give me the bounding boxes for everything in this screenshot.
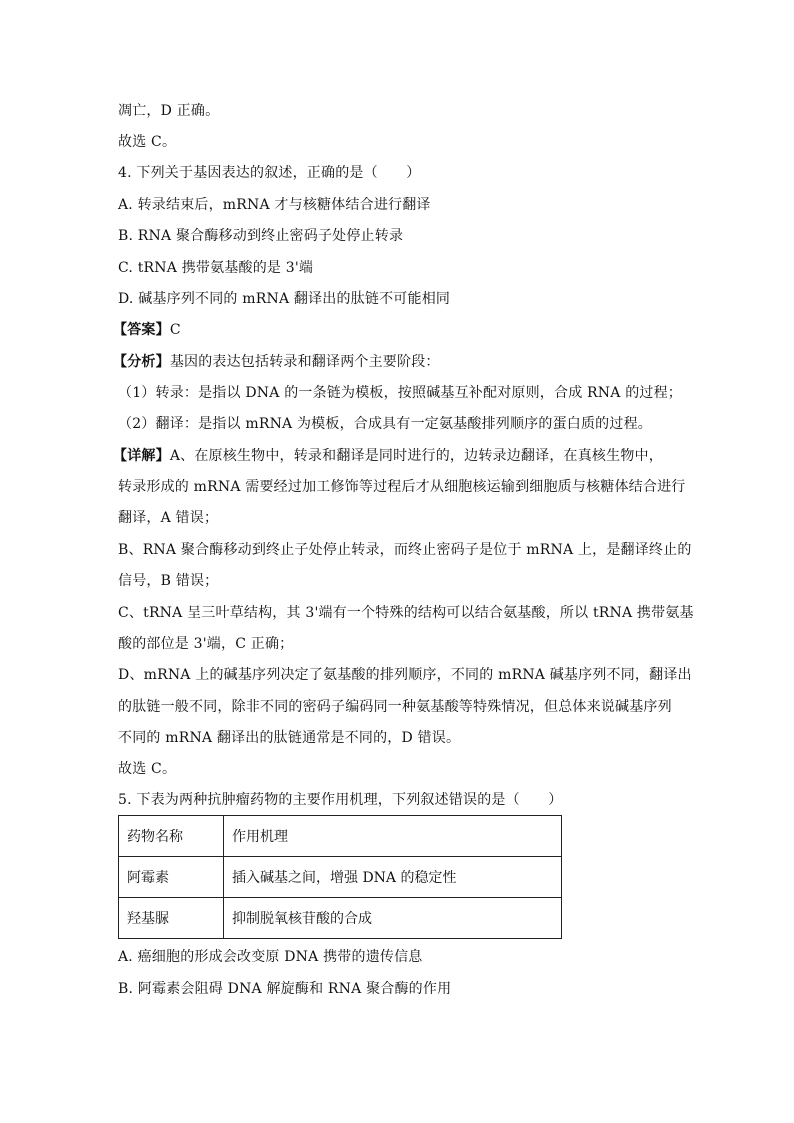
analysis-line: 【分析】基因的表达包括转录和翻译两个主要阶段： <box>113 354 440 370</box>
text-line: B、RNA 聚合酶移动到终止子处停止转录，而终止密码子是位于 mRNA 上，是翻译终止的 <box>118 542 692 558</box>
detail-line: 【详解】A、在原核生物中，转录和翻译是同时进行的，边转录边翻译，在真核生物中， <box>113 448 663 464</box>
text-line: 凋亡，D 正确。 <box>118 103 220 119</box>
text-line: 信号，B 错误； <box>118 573 219 589</box>
text-line: 不同的 mRNA 翻译出的肽链通常是不同的，D 错误。 <box>118 730 461 746</box>
answer-label: 【答案】 <box>113 322 170 338</box>
table-cell: 羟基脲 <box>119 898 224 939</box>
text-line: 故选 C。 <box>118 761 177 777</box>
table-cell: 插入碱基之间，增强 DNA 的稳定性 <box>224 857 562 898</box>
table-row <box>119 857 562 898</box>
table-header-row <box>119 816 562 857</box>
detail-label: 【详解】 <box>113 448 170 464</box>
answer-line: 【答案】C <box>113 322 181 338</box>
text-line: 酸的部位是 3'端，C 正确； <box>118 636 294 652</box>
text-line: 故选 C。 <box>118 134 177 150</box>
option-a: A. 癌细胞的形成会改变原 DNA 携带的遗传信息 <box>118 949 423 965</box>
option-a: A. 转录结束后，mRNA 才与核糖体结合进行翻译 <box>118 197 431 213</box>
text-line: 翻译，A 错误； <box>118 510 219 526</box>
text-line: （1）转录：是指以 DNA 的一条链为模板，按照碱基互补配对原则，合成 RNA 的过程； <box>118 385 682 401</box>
option-b: B. 阿霉素会阻碍 DNA 解旋酶和 RNA 聚合酶的作用 <box>118 981 452 997</box>
option-c: C. tRNA 携带氨基酸的是 3'端 <box>118 260 314 276</box>
table-header-cell: 作用机理 <box>224 816 562 857</box>
text-line: D、mRNA 上的碱基序列决定了氨基酸的排列顺序，不同的 mRNA 碱基序列不同，翻译出 <box>118 667 692 683</box>
option-b: B. RNA 聚合酶移动到终止密码子处停止转录 <box>118 228 404 244</box>
question-4-stem: 4. 下列关于基因表达的叙述，正确的是（ ） <box>118 165 421 181</box>
text-line: 转录形成的 mRNA 需要经过加工修饰等过程后才从细胞核运输到细胞质与核糖体结合进行 <box>118 479 686 495</box>
table-header-cell: 药物名称 <box>119 816 224 857</box>
drug-mechanism-table <box>118 815 562 939</box>
option-d: D. 碱基序列不同的 mRNA 翻译出的肽链不可能相同 <box>118 291 451 307</box>
table-row <box>119 898 562 939</box>
question-5-stem: 5. 下表为两种抗肿瘤药物的主要作用机理，下列叙述错误的是（ ） <box>118 792 563 808</box>
text-line: C、tRNA 呈三叶草结构，其 3'端有一个特殊的结构可以结合氨基酸，所以 tRNA 携带氨基 <box>118 605 694 621</box>
text-line: 的肽链一般不同，除非不同的密码子编码同一种氨基酸等特殊情况，但总体来说碱基序列 <box>118 699 672 715</box>
table-cell: 抑制脱氧核苷酸的合成 <box>224 898 562 939</box>
text-line: （2）翻译：是指以 mRNA 为模板，合成具有一定氨基酸排列顺序的蛋白质的过程。 <box>118 416 652 432</box>
table-cell: 阿霉素 <box>119 857 224 898</box>
analysis-label: 【分析】 <box>113 354 170 370</box>
